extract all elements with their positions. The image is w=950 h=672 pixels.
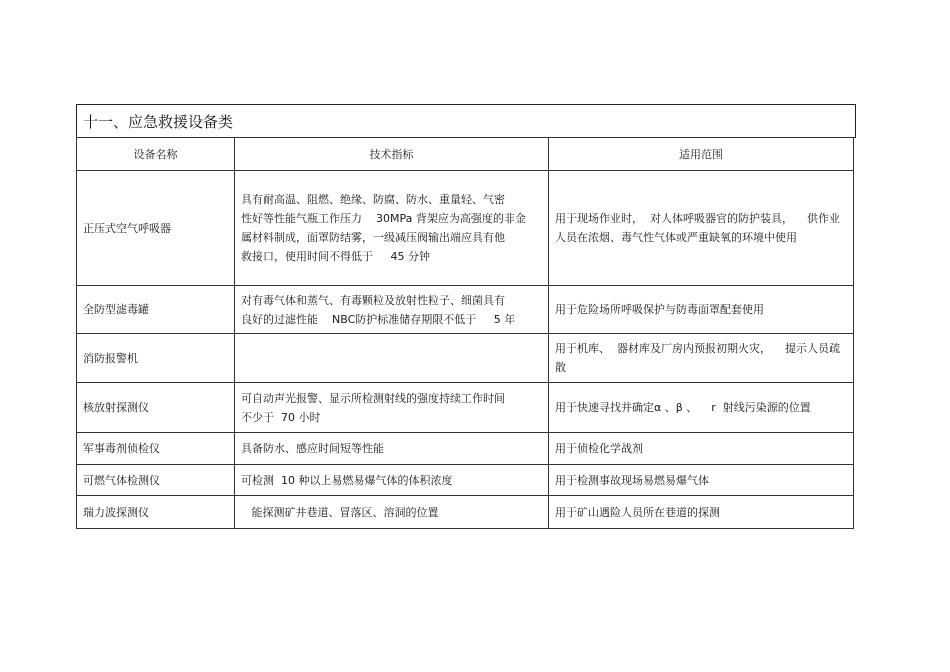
table-row: [77, 334, 854, 383]
equipment-scope: 用于侦检化学战剂: [549, 433, 854, 465]
table-header-row: [77, 138, 854, 171]
equipment-spec: 可自动声光报警、显示所检测射线的强度持续工作时间 不少于 70 小时: [235, 383, 549, 433]
equipment-spec: [235, 334, 549, 383]
equipment-name: 正压式空气呼吸器: [77, 171, 235, 286]
equipment-spec: 能探测矿井巷道、冒落区、溶洞的位置: [235, 496, 549, 529]
equipment-scope: 用于机库、 器材库及厂房内预报初期火灾， 提示人员疏 散: [549, 334, 854, 383]
table-row: [77, 433, 854, 465]
equipment-scope: 用于快速寻找并确定α 、β 、 r 射线污染源的位置: [549, 383, 854, 433]
equipment-spec: 具备防水、感应时间短等性能: [235, 433, 549, 465]
equipment-name: 全防型滤毒罐: [77, 286, 235, 334]
equipment-spec: 具有耐高温、阻燃、绝缘、防腐、防水、重量轻、气密 性好等性能气瓶工作压力 30MPa 背架应为高强度的非金 属材料制成，面罩防结雾，一级减压阀输出端应具有他 救接口，使用时间不得低于 45 分钟: [235, 171, 549, 286]
equipment-name: 核放射探测仪: [77, 383, 235, 433]
equipment-name: 瑞力波探测仪: [77, 496, 235, 529]
column-header-spec: 技术指标: [235, 138, 549, 171]
equipment-table: [76, 137, 854, 529]
equipment-name: 可燃气体检测仪: [77, 465, 235, 496]
table-row: [77, 465, 854, 496]
section-title: 十一、应急救援设备类: [76, 104, 856, 138]
column-header-name: 设备名称: [77, 138, 235, 171]
column-header-scope: 适用范围: [549, 138, 854, 171]
equipment-name: 军事毒剂侦检仪: [77, 433, 235, 465]
equipment-scope: 用于检测事故现场易燃易爆气体: [549, 465, 854, 496]
equipment-name: 消防报警机: [77, 334, 235, 383]
table-row: [77, 496, 854, 529]
equipment-scope: 用于现场作业时， 对人体呼吸器官的防护装具， 供作业 人员在浓烟、毒气性气体或严重缺氧的环境中使用: [549, 171, 854, 286]
equipment-spec: 可检测 10 种以上易燃易爆气体的体积浓度: [235, 465, 549, 496]
equipment-scope: 用于矿山遇险人员所在巷道的探测: [549, 496, 854, 529]
table-row: [77, 383, 854, 433]
table-row: [77, 286, 854, 334]
equipment-scope: 用于危险场所呼吸保护与防毒面罩配套使用: [549, 286, 854, 334]
equipment-spec: 对有毒气体和蒸气、有毒颗粒及放射性粒子、细菌具有 良好的过滤性能 NBC防护标准储存期限不低于 5 年: [235, 286, 549, 334]
table-row: [77, 171, 854, 286]
